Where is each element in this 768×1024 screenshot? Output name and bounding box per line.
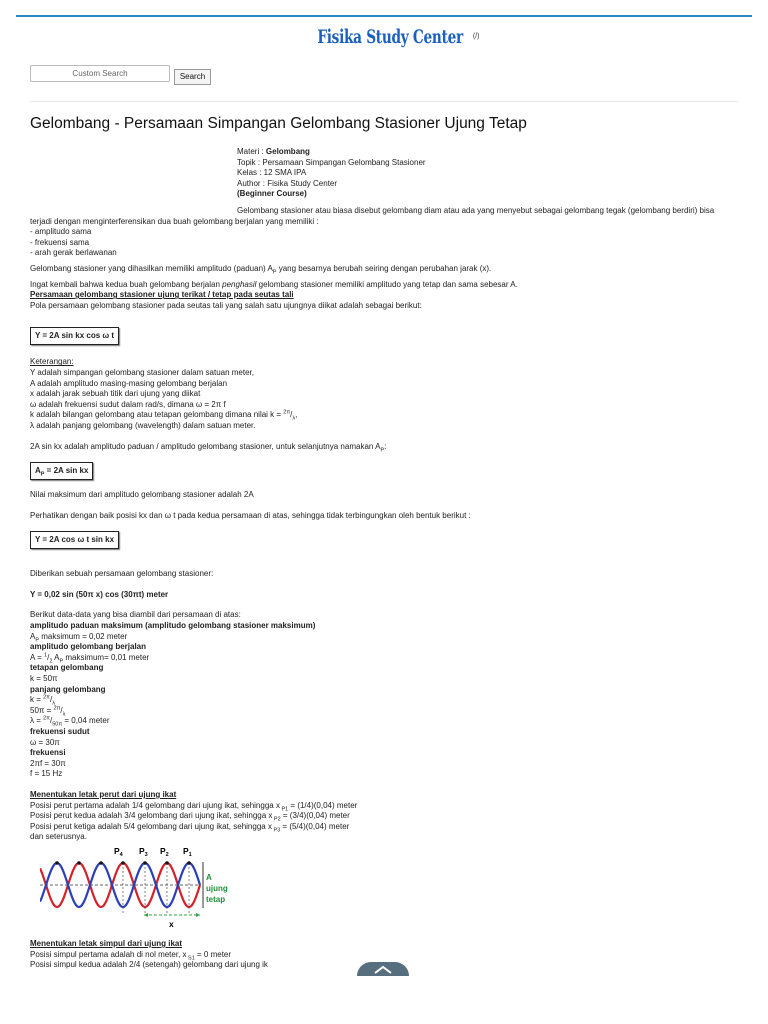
- data-value: k = 50π: [30, 674, 58, 684]
- page-title: Gelombang - Persamaan Simpangan Gelombang Stasioner Ujung Tetap: [30, 115, 527, 132]
- antinode-dot: [55, 861, 59, 865]
- top-accent-bar: [16, 15, 752, 17]
- label-x: x: [169, 918, 174, 929]
- scroll-up-button[interactable]: [357, 962, 409, 976]
- header-divider: [30, 101, 738, 102]
- data-value: $\lambda = ^{2\pi}/_{50\pi} = 0,04$ meter: [30, 715, 110, 728]
- berikut-paragraph: Berikut data-data yang bisa diambil dari persamaan di atas:: [30, 610, 241, 620]
- ket-line: Y adalah simpangan gelombang stasioner dalam satuan meter,: [30, 367, 254, 377]
- formula-box-2: $A_P = 2A$ sin kx: [30, 462, 93, 480]
- perhatikan-paragraph: Perhatikan dengan baik posisi kx dan ω t pada kedua persamaan di atas, sehingga tidak terbingungkan oleh bentuk berikut :: [30, 510, 471, 520]
- meta-author: Author : Fisika Study Center: [237, 178, 338, 188]
- ket-line-k: k adalah bilangan gelombang atau tetapan gelombang dimana nilai $k = ^{2\pi}/_\lambda$,: [30, 409, 298, 422]
- intro-line-2: terjadi dengan menginterferensikan dua buah gelombang berjalan yang memiliki :: [30, 216, 319, 226]
- ket-line: λ adalah panjang gelombang (wavelength) dalam satuan meter.: [30, 420, 256, 430]
- amp-paduan-paragraph: 2A sin kx adalah amplitudo paduan / amplitudo gelombang stasioner, untuk selanjutnya namakan $A_P$:: [30, 441, 387, 454]
- section-heading-simpul: Menentukan letak simpul dari ujung ikat: [30, 938, 183, 948]
- data-value: $A_P$ maksimum = 0,02 meter: [30, 631, 128, 644]
- formula-box-1: Y = 2A sin kx cos ω t: [30, 327, 119, 345]
- amplitude-paragraph: Gelombang stasioner yang dihasilkan memiliki amplitudo (paduan) $A_P$ yang besarnya berubah seiring dengan perubahan jarak (x).: [30, 263, 492, 276]
- list-item: - amplitudo sama: [30, 227, 92, 237]
- data-value: ω = 30π: [30, 737, 60, 747]
- perut-line: Posisi perut ketiga adalah 5/4 gelombang dari ujung ikat, sehingga x $_{P3}$ = (5/4)(0,04) meter: [30, 821, 350, 834]
- intro-line-1: Gelombang stasioner atau biasa disebut gelombang diam atau ada yang menyebut sebagai gelombang tegak (gelombang berdiri) bisa: [237, 206, 715, 215]
- meta-materi-value: Gelombang: [265, 147, 310, 156]
- x-arrow-right: [196, 913, 200, 917]
- simpul-line: Posisi simpul kedua adalah 2/4 (setengah) gelombang dari ujung ik: [30, 960, 268, 970]
- simpul-line: Posisi simpul pertama adalah di nol meter, x $_{S1}$ = 0 meter: [30, 949, 232, 962]
- perut-line: Posisi perut pertama adalah 1/4 gelombang dari ujung ikat, sehingga x $_{P1}$ = (1/4)(0,04) meter: [30, 800, 358, 813]
- perut-line: Posisi perut kedua adalah 3/4 gelombang dari ujung ikat, sehingga x $_{P2}$ = (3/4)(0,04) meter: [30, 811, 350, 823]
- data-value: 2πf = 30π: [30, 758, 66, 768]
- site-header: [0, 26, 768, 48]
- chevron-up-icon: [357, 962, 409, 976]
- section-heading-tali: Persamaan gelombang stasioner ujung terikat / tetap pada seutas tali: [30, 290, 294, 300]
- given-equation: Y = 0,02 sin (50π x) cos (30πt) meter: [30, 589, 169, 599]
- article-body: [30, 206, 746, 971]
- data-value: $A = ^1/_2$ $A_P$ maksimum= 0,01 meter: [30, 652, 150, 665]
- data-heading: frekuensi sudut: [30, 727, 90, 736]
- search-input[interactable]: Custom Search: [30, 65, 170, 82]
- meta-course: (Beginner Course): [237, 189, 307, 199]
- ket-line: x adalah jarak sebuah titik dari ujung yang diikat: [30, 389, 201, 399]
- meta-kelas: Kelas : 12 SMA IPA: [237, 168, 307, 178]
- article-meta: [237, 147, 426, 200]
- list-item: - frekuensi sama: [30, 237, 90, 247]
- label-a: A: [206, 872, 212, 882]
- ingat-paragraph: Ingat kembali bahwa kedua buah gelombang berjalan penghasil gelombang stasioner memiliki amplitudo yang tetap dan sama sebesar A.: [30, 279, 518, 289]
- data-value: f = 15 Hz: [30, 769, 63, 779]
- site-logo[interactable]: Fisika Study Center: [316, 26, 463, 48]
- label-p1: $P_1$: [183, 845, 192, 858]
- logo-home-link[interactable]: (/): [472, 33, 480, 40]
- list-item: - arah gerak berlawanan: [30, 248, 117, 258]
- keterangan-label: Keterangan:: [30, 357, 74, 367]
- ket-line: A adalah amplitudo masing-masing gelombang berjalan: [30, 378, 228, 388]
- data-heading: frekuensi: [30, 748, 66, 758]
- label-p3: $P_3$: [139, 845, 148, 858]
- ket-line: ω adalah frekuensi sudut dalam rad/s, dimana ω = 2π f: [30, 399, 226, 409]
- pola-paragraph: Pola persamaan gelombang stasioner pada seutas tali yang salah satu ujungnya diikat adalah sebagai berikut:: [30, 300, 422, 310]
- meta-materi-label: Materi :: [237, 147, 266, 156]
- antinode-dot: [77, 861, 81, 865]
- data-value: $k = ^{2\pi}/_\lambda$: [30, 694, 55, 707]
- nilai-max-paragraph: Nilai maksimum dari amplitudo gelombang stasioner adalah 2A: [30, 490, 254, 500]
- seterusnya-text: dan seterusnya.: [30, 832, 87, 842]
- data-heading: amplitudo gelombang berjalan: [30, 642, 147, 652]
- label-p4: $P_4$: [114, 845, 123, 858]
- data-value: $50\pi = ^{2\pi}/_\lambda$: [30, 705, 66, 718]
- label-tetap: tetap: [206, 894, 226, 904]
- data-heading: panjang gelombang: [30, 684, 106, 694]
- search-button[interactable]: Search: [174, 69, 211, 85]
- formula-box-3: Y = 2A cos ω t sin kx: [30, 531, 119, 549]
- section-heading-perut: Menentukan letak perut dari ujung ikat: [30, 789, 177, 799]
- label-p2: $P_2$: [160, 845, 169, 858]
- data-heading: amplitudo paduan maksimum (amplitudo gelombang stasioner maksimum): [30, 621, 316, 631]
- x-arrow-left: [144, 913, 148, 917]
- diberikan-paragraph: Diberikan sebuah persamaan gelombang stasioner:: [30, 569, 214, 579]
- meta-topik: Topik : Persamaan Simpangan Gelombang Stasioner: [237, 157, 426, 167]
- label-ujung: ujung: [206, 883, 228, 893]
- standing-wave-diagram: [40, 846, 240, 936]
- data-heading: tetapan gelombang: [30, 663, 104, 673]
- antinode-dot: [99, 861, 103, 865]
